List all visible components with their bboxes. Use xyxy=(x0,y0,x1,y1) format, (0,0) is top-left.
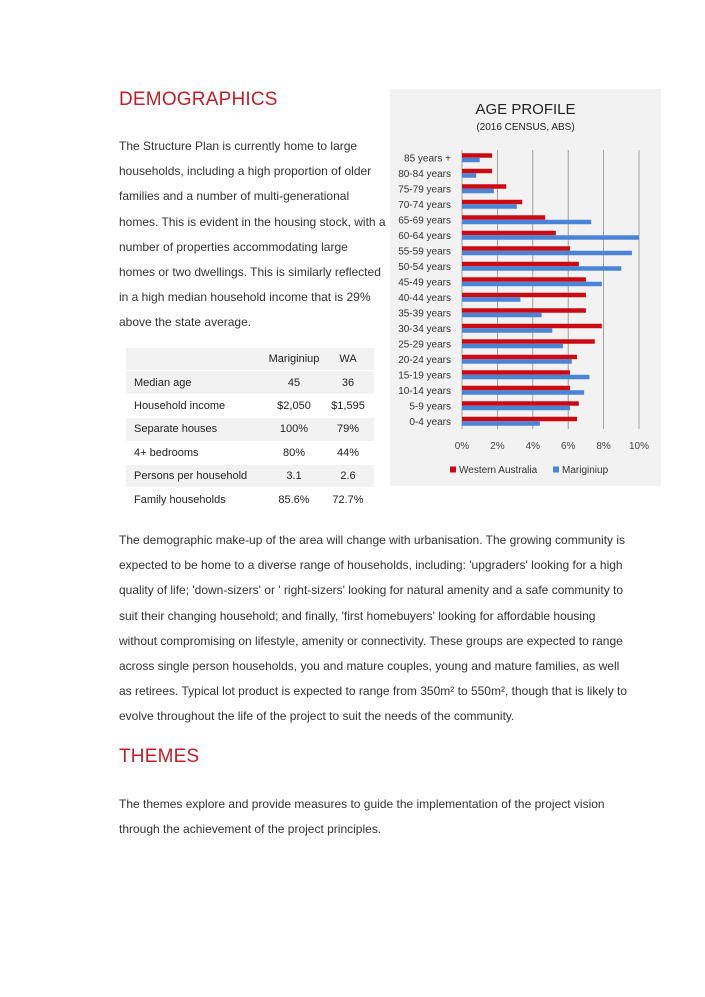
category-label: 55-59 years xyxy=(398,246,451,258)
bar-western-australia xyxy=(462,401,579,406)
table-row xyxy=(126,371,374,394)
category-label: 85 years + xyxy=(404,153,451,165)
table-row xyxy=(126,394,374,417)
row-label: Persons per household xyxy=(126,464,266,487)
category-label: 40-44 years xyxy=(398,292,451,304)
bar-western-australia xyxy=(462,324,602,329)
bar-mariginiup xyxy=(462,344,563,349)
bar-mariginiup xyxy=(462,328,552,333)
table-header-wa: WA xyxy=(322,348,374,371)
bar-mariginiup xyxy=(462,390,584,395)
bar-western-australia xyxy=(462,169,492,174)
bar-mariginiup xyxy=(462,421,540,426)
category-label: 30-34 years xyxy=(398,323,451,335)
row-label: Family households xyxy=(126,488,266,511)
bar-western-australia xyxy=(462,200,522,205)
category-label: 45-49 years xyxy=(398,277,451,289)
row-mariginiup-value: $2,050 xyxy=(266,394,322,417)
table-header-label xyxy=(126,348,266,371)
x-tick-label: 0% xyxy=(454,441,470,452)
demographics-heading: DEMOGRAPHICS xyxy=(119,89,278,110)
bar-mariginiup xyxy=(462,235,639,240)
category-label: 10-14 years xyxy=(398,385,451,397)
x-tick-label: 10% xyxy=(628,441,650,452)
legend-label: Western Australia xyxy=(459,465,538,476)
row-mariginiup-value: 3.1 xyxy=(266,464,322,487)
x-tick-label: 8% xyxy=(596,441,611,452)
bar-mariginiup xyxy=(462,359,572,364)
row-mariginiup-value: 80% xyxy=(266,441,322,464)
bar-mariginiup xyxy=(462,375,589,380)
category-label: 80-84 years xyxy=(398,168,451,180)
legend-label: Mariginiup xyxy=(562,465,609,476)
legend-swatch xyxy=(450,467,456,473)
category-label: 0-4 years xyxy=(409,416,451,428)
bar-mariginiup xyxy=(462,220,591,225)
category-label: 20-24 years xyxy=(398,354,451,366)
x-tick-label: 2% xyxy=(490,441,505,452)
bar-western-australia xyxy=(462,231,556,236)
row-wa-value: 36 xyxy=(322,371,374,394)
chart-title: AGE PROFILE xyxy=(475,101,576,118)
table-row xyxy=(126,488,374,511)
bar-mariginiup xyxy=(462,158,480,163)
category-label: 75-79 years xyxy=(398,184,451,196)
category-label: 25-29 years xyxy=(398,339,451,351)
body-paragraph: The demographic make-up of the area will change with urbanisation. The growing community is expected to be home to a diverse range of households, including: 'upgraders' looking for a high quality of life; 'down-sizers' or ' right-sizers' looking for natural amenity and a safe community to suit their changing household; and finally, 'first homebuyers' looking for affordable housing without compromising on lifestyle, amenity or connectivity. These groups are expected to range across single person households, you and mature couples, young and mature families, as well as retirees. Typical lot product is expected to range from 350m² to 550m², though that is likely to evolve throughout the life of the project to suit the needs of the community. xyxy=(119,533,628,724)
bar-western-australia xyxy=(462,355,577,360)
bar-mariginiup xyxy=(462,189,494,194)
table-header-row xyxy=(126,348,374,371)
bar-western-australia xyxy=(462,215,545,220)
row-label: Household income xyxy=(126,394,266,417)
category-label: 15-19 years xyxy=(398,370,451,382)
bar-mariginiup xyxy=(462,266,621,271)
table-row xyxy=(126,464,374,487)
bar-western-australia xyxy=(462,277,586,282)
bar-mariginiup xyxy=(462,313,542,318)
bar-mariginiup xyxy=(462,251,632,256)
category-label: 65-69 years xyxy=(398,215,451,227)
bar-western-australia xyxy=(462,153,492,158)
table-row xyxy=(126,441,374,464)
bar-mariginiup xyxy=(462,406,570,411)
demographics-intro: The Structure Plan is currently home to large households, including a high proportion of older families and a number of multi-generational homes. This is evident in the housing stock, with a number of properties accommodating large homes or two dwellings. This is similarly reflected in a high median household income that is 29% above the state average. xyxy=(119,139,386,330)
bar-western-australia xyxy=(462,246,570,251)
bar-western-australia xyxy=(462,293,586,298)
bar-western-australia xyxy=(462,184,506,189)
bar-mariginiup xyxy=(462,282,602,287)
chart-subtitle: (2016 CENSUS, ABS) xyxy=(476,122,575,133)
legend-swatch xyxy=(553,467,559,473)
table-row xyxy=(126,418,374,441)
category-label: 70-74 years xyxy=(398,199,451,211)
bar-western-australia xyxy=(462,386,570,391)
chart-plot xyxy=(390,89,661,486)
row-mariginiup-value: 45 xyxy=(266,371,322,394)
row-label: Separate houses xyxy=(126,418,266,441)
age-profile-chart xyxy=(390,89,661,486)
row-wa-value: 2.6 xyxy=(322,464,374,487)
category-label: 60-64 years xyxy=(398,230,451,242)
bar-western-australia xyxy=(462,370,570,375)
row-label: Median age xyxy=(126,371,266,394)
demographics-table xyxy=(126,348,374,512)
bar-western-australia xyxy=(462,417,577,422)
bar-mariginiup xyxy=(462,204,517,209)
bar-western-australia xyxy=(462,339,595,344)
row-label: 4+ bedrooms xyxy=(126,441,266,464)
category-label: 5-9 years xyxy=(409,401,451,413)
bar-mariginiup xyxy=(462,173,476,178)
row-wa-value: 72.7% xyxy=(322,488,374,511)
themes-heading: THEMES xyxy=(119,746,200,767)
category-label: 35-39 years xyxy=(398,308,451,320)
x-tick-label: 4% xyxy=(525,441,541,452)
bar-western-australia xyxy=(462,262,579,267)
category-label: 50-54 years xyxy=(398,261,451,273)
row-wa-value: $1,595 xyxy=(322,394,374,417)
row-wa-value: 44% xyxy=(322,441,374,464)
themes-paragraph: The themes explore and provide measures to guide the implementation of the project vision through the achievement of the project principles. xyxy=(119,797,605,837)
row-wa-value: 79% xyxy=(322,418,374,441)
bar-mariginiup xyxy=(462,297,520,302)
x-tick-label: 6% xyxy=(560,441,576,452)
row-mariginiup-value: 100% xyxy=(266,418,322,441)
table-header-mariginiup: Mariginiup xyxy=(266,348,322,371)
row-mariginiup-value: 85.6% xyxy=(266,488,322,511)
bar-western-australia xyxy=(462,308,586,313)
